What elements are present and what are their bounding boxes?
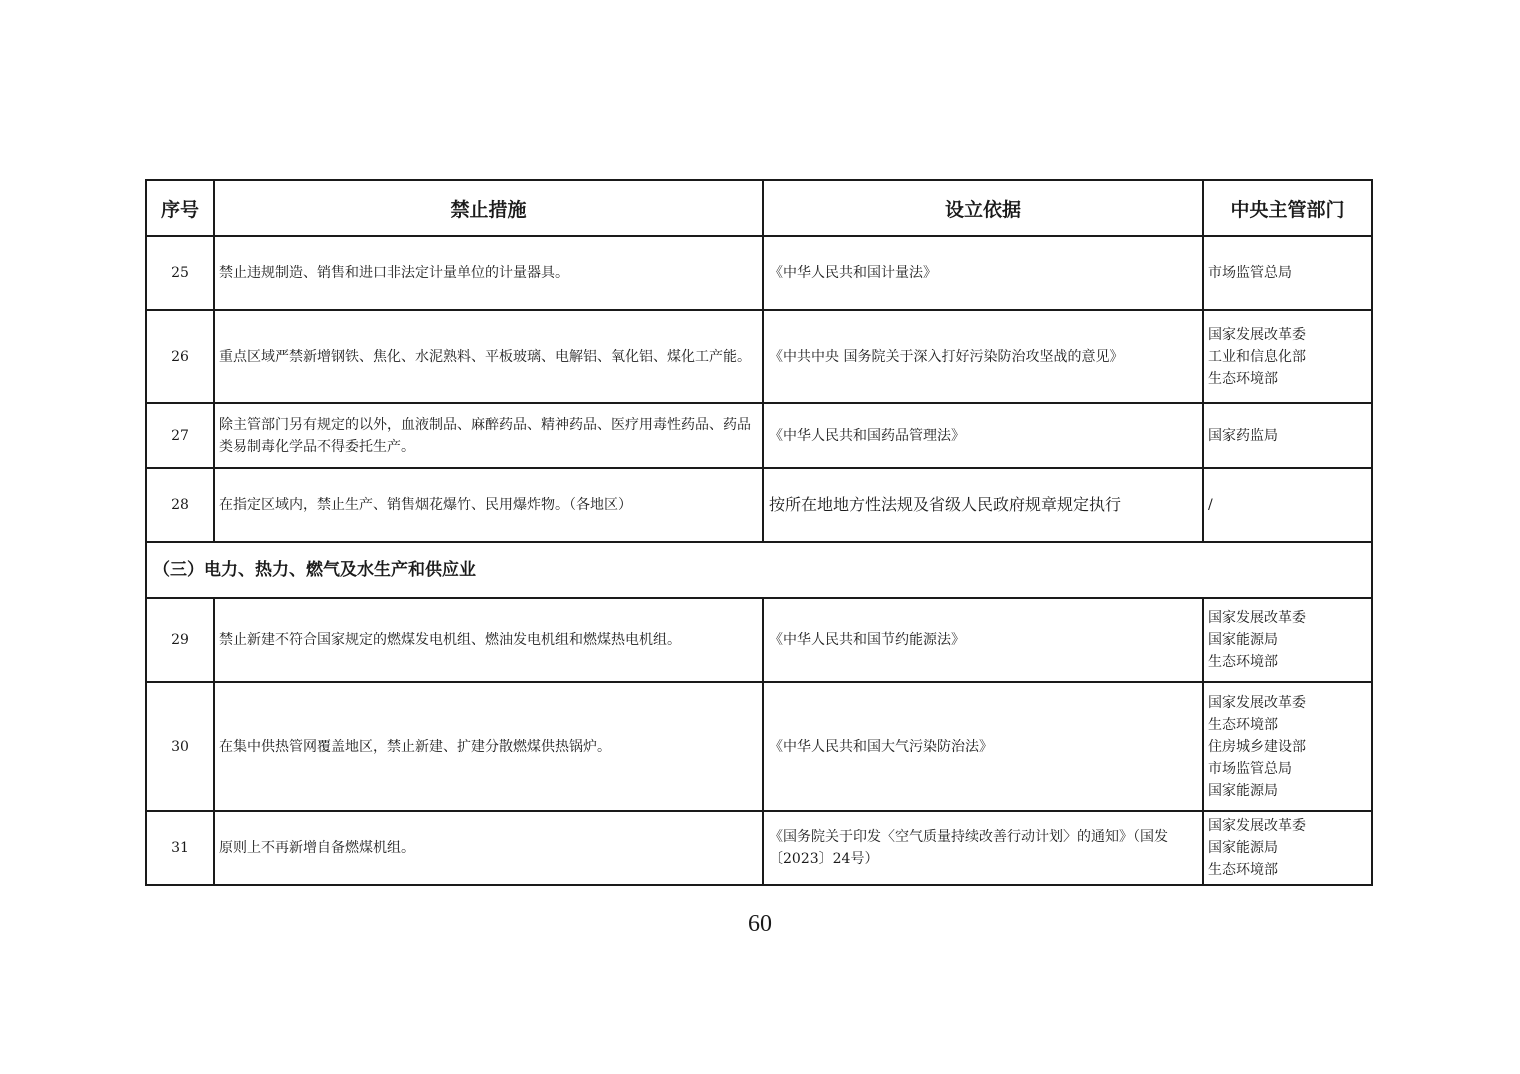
row-number: 26 xyxy=(146,310,214,403)
row-basis: 《中华人民共和国计量法》 xyxy=(763,236,1203,310)
row-number: 25 xyxy=(146,236,214,310)
row-measure: 禁止违规制造、销售和进口非法定计量单位的计量器具。 xyxy=(214,236,763,310)
department-name: / xyxy=(1208,497,1213,513)
row-basis: 按所在地地方性法规及省级人民政府规章规定执行 xyxy=(763,468,1203,542)
department-name: 生态环境部 xyxy=(1208,654,1278,670)
row-number: 28 xyxy=(146,468,214,542)
row-basis: 《中华人民共和国药品管理法》 xyxy=(763,403,1203,468)
table-row xyxy=(146,682,1372,811)
header-department: 中央主管部门 xyxy=(1203,180,1372,236)
row-departments xyxy=(1203,310,1372,403)
row-basis: 《中华人民共和国大气污染防治法》 xyxy=(763,682,1203,811)
row-basis: 《中华人民共和国节约能源法》 xyxy=(763,598,1203,682)
row-number: 30 xyxy=(146,682,214,811)
row-departments xyxy=(1203,468,1372,542)
department-name: 工业和信息化部 xyxy=(1208,348,1306,365)
department-name: 国家能源局 xyxy=(1208,840,1278,856)
row-measure: 在指定区域内，禁止生产、销售烟花爆竹、民用爆炸物。（各地区） xyxy=(214,468,763,542)
page-number: 60 xyxy=(748,911,772,937)
row-measure: 重点区域严禁新增钢铁、焦化、水泥熟料、平板玻璃、电解铝、氧化铝、煤化工产能。 xyxy=(214,310,763,403)
table-row xyxy=(146,310,1372,403)
department-name: 国家能源局 xyxy=(1208,632,1278,648)
department-name: 国家发展改革委 xyxy=(1208,818,1306,834)
table-row xyxy=(146,403,1372,468)
department-name: 生态环境部 xyxy=(1208,862,1278,878)
header-basis: 设立依据 xyxy=(763,180,1203,236)
row-measure: 在集中供热管网覆盖地区，禁止新建、扩建分散燃煤供热锅炉。 xyxy=(214,682,763,811)
table-row xyxy=(146,236,1372,310)
department-name: 国家发展改革委 xyxy=(1208,610,1306,626)
regulation-table-container xyxy=(145,179,1371,886)
row-departments xyxy=(1203,403,1372,468)
department-name: 国家发展改革委 xyxy=(1208,326,1306,343)
row-basis: 《中共中央 国务院关于深入打好污染防治攻坚战的意见》 xyxy=(763,310,1203,403)
department-name: 国家发展改革委 xyxy=(1208,694,1306,711)
row-number: 31 xyxy=(146,811,214,885)
table-row xyxy=(146,598,1372,682)
department-name: 国家能源局 xyxy=(1208,782,1278,799)
regulation-table xyxy=(145,179,1373,886)
table-row xyxy=(146,811,1372,885)
department-name: 市场监管总局 xyxy=(1208,760,1292,777)
table-header-row xyxy=(146,180,1372,236)
section-heading: （三）电力、热力、燃气及水生产和供应业 xyxy=(146,542,1372,598)
section-row xyxy=(146,542,1372,598)
row-measure: 原则上不再新增自备燃煤机组。 xyxy=(214,811,763,885)
department-name: 国家药监局 xyxy=(1208,427,1278,444)
row-basis: 《国务院关于印发〈空气质量持续改善行动计划〉的通知》（国发〔2023〕24号） xyxy=(763,811,1203,885)
row-departments xyxy=(1203,236,1372,310)
header-no: 序号 xyxy=(146,180,214,236)
department-name: 生态环境部 xyxy=(1208,370,1278,387)
row-measure: 除主管部门另有规定的以外，血液制品、麻醉药品、精神药品、医疗用毒性药品、药品类易制毒化学品不得委托生产。 xyxy=(214,403,763,468)
row-number: 29 xyxy=(146,598,214,682)
row-departments xyxy=(1203,682,1372,811)
department-name: 市场监管总局 xyxy=(1208,265,1292,281)
header-measure: 禁止措施 xyxy=(214,180,763,236)
department-name: 生态环境部 xyxy=(1208,716,1278,733)
row-departments xyxy=(1203,811,1372,885)
department-name: 住房城乡建设部 xyxy=(1208,738,1306,755)
row-departments xyxy=(1203,598,1372,682)
table-row xyxy=(146,468,1372,542)
row-measure: 禁止新建不符合国家规定的燃煤发电机组、燃油发电机组和燃煤热电机组。 xyxy=(214,598,763,682)
row-number: 27 xyxy=(146,403,214,468)
